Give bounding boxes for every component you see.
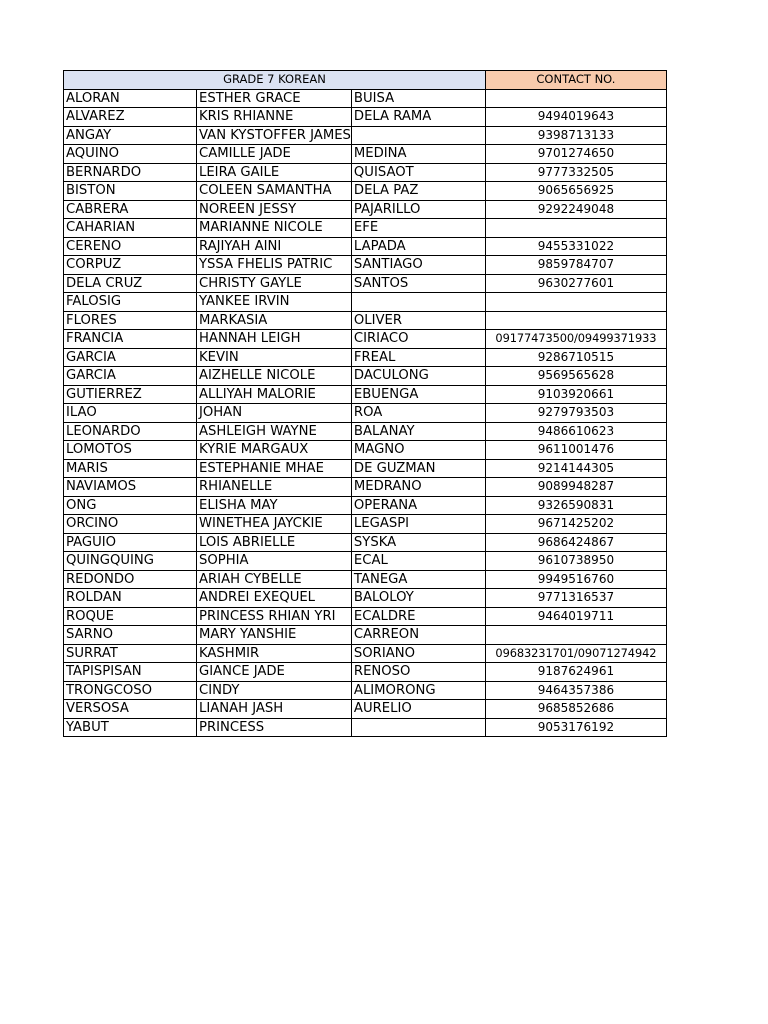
table-row	[64, 496, 667, 515]
table-row	[64, 348, 667, 367]
table-row	[64, 570, 667, 589]
contact-number-cell: 09683231701/09071274942	[485, 644, 666, 663]
contact-number-cell: 9494019643	[485, 108, 666, 127]
middle-name-cell: AURELIO	[351, 700, 485, 719]
middle-name-cell: OPERANA	[351, 496, 485, 515]
first-name-cell: RHIANELLE	[197, 478, 352, 497]
contact-number-cell: 9859784707	[485, 256, 666, 275]
middle-name-cell: ECAL	[351, 552, 485, 571]
last-name-cell: FALOSIG	[64, 293, 197, 312]
middle-name-cell: QUISAOT	[351, 163, 485, 182]
middle-name-cell: RENOSO	[351, 663, 485, 682]
last-name-cell: LEONARDO	[64, 422, 197, 441]
first-name-cell: LEIRA GAILE	[197, 163, 352, 182]
last-name-cell: GARCIA	[64, 348, 197, 367]
middle-name-cell: SYSKA	[351, 533, 485, 552]
last-name-cell: BERNARDO	[64, 163, 197, 182]
middle-name-cell: EFE	[351, 219, 485, 238]
middle-name-cell	[351, 718, 485, 737]
table-row	[64, 589, 667, 608]
contact-number-cell	[485, 626, 666, 645]
first-name-cell: CHRISTY GAYLE	[197, 274, 352, 293]
first-name-cell: ESTEPHANIE MHAE	[197, 459, 352, 478]
table-row	[64, 700, 667, 719]
contact-number-cell: 9279793503	[485, 404, 666, 423]
table-row	[64, 237, 667, 256]
last-name-cell: CERENO	[64, 237, 197, 256]
last-name-cell: YABUT	[64, 718, 197, 737]
first-name-cell: LOIS ABRIELLE	[197, 533, 352, 552]
first-name-cell: MARKASIA	[197, 311, 352, 330]
last-name-cell: CORPUZ	[64, 256, 197, 275]
last-name-cell: REDONDO	[64, 570, 197, 589]
contact-number-cell: 9103920661	[485, 385, 666, 404]
table-row	[64, 293, 667, 312]
table-row	[64, 367, 667, 386]
contact-number-cell	[485, 311, 666, 330]
first-name-cell: KYRIE MARGAUX	[197, 441, 352, 460]
last-name-cell: DELA CRUZ	[64, 274, 197, 293]
table-row	[64, 330, 667, 349]
middle-name-cell: PAJARILLO	[351, 200, 485, 219]
last-name-cell: ONG	[64, 496, 197, 515]
table-row	[64, 256, 667, 275]
header-row	[64, 71, 667, 90]
table-row	[64, 311, 667, 330]
table-row	[64, 219, 667, 238]
contact-number-cell	[485, 219, 666, 238]
middle-name-cell: DELA RAMA	[351, 108, 485, 127]
first-name-cell: NOREEN JESSY	[197, 200, 352, 219]
contact-number-cell: 9685852686	[485, 700, 666, 719]
middle-name-cell: SANTOS	[351, 274, 485, 293]
first-name-cell: AIZHELLE NICOLE	[197, 367, 352, 386]
first-name-cell: HANNAH LEIGH	[197, 330, 352, 349]
first-name-cell: ELISHA MAY	[197, 496, 352, 515]
table-row	[64, 274, 667, 293]
middle-name-cell: MEDRANO	[351, 478, 485, 497]
table-row	[64, 552, 667, 571]
contact-number-cell: 9949516760	[485, 570, 666, 589]
middle-name-cell: CARREON	[351, 626, 485, 645]
table-row	[64, 145, 667, 164]
last-name-cell: TRONGCOSO	[64, 681, 197, 700]
last-name-cell: GARCIA	[64, 367, 197, 386]
last-name-cell: ALVAREZ	[64, 108, 197, 127]
last-name-cell: ROQUE	[64, 607, 197, 626]
last-name-cell: FRANCIA	[64, 330, 197, 349]
first-name-cell: ALLIYAH MALORIE	[197, 385, 352, 404]
first-name-cell: WINETHEA JAYCKIE	[197, 515, 352, 534]
last-name-cell: BISTON	[64, 182, 197, 201]
last-name-cell: ANGAY	[64, 126, 197, 145]
middle-name-cell: BALANAY	[351, 422, 485, 441]
first-name-cell: PRINCESS RHIAN YRI	[197, 607, 352, 626]
contact-number-cell: 9771316537	[485, 589, 666, 608]
middle-name-cell: MEDINA	[351, 145, 485, 164]
contact-number-cell: 9455331022	[485, 237, 666, 256]
middle-name-cell: EBUENGA	[351, 385, 485, 404]
first-name-cell: ANDREI EXEQUEL	[197, 589, 352, 608]
last-name-cell: MARIS	[64, 459, 197, 478]
last-name-cell: ORCINO	[64, 515, 197, 534]
first-name-cell: MARIANNE NICOLE	[197, 219, 352, 238]
first-name-cell: PRINCESS	[197, 718, 352, 737]
last-name-cell: SARNO	[64, 626, 197, 645]
contact-number-cell: 9398713133	[485, 126, 666, 145]
contact-number-cell: 9701274650	[485, 145, 666, 164]
middle-name-cell: DE GUZMAN	[351, 459, 485, 478]
middle-name-cell: LEGASPI	[351, 515, 485, 534]
contact-number-cell: 9777332505	[485, 163, 666, 182]
table-row	[64, 163, 667, 182]
first-name-cell: JOHAN	[197, 404, 352, 423]
first-name-cell: ARIAH CYBELLE	[197, 570, 352, 589]
class-title-header: GRADE 7 KOREAN	[64, 71, 486, 90]
last-name-cell: FLORES	[64, 311, 197, 330]
first-name-cell: ASHLEIGH WAYNE	[197, 422, 352, 441]
contact-number-cell: 9610738950	[485, 552, 666, 571]
contact-number-cell: 9464357386	[485, 681, 666, 700]
contact-number-cell: 9053176192	[485, 718, 666, 737]
last-name-cell: LOMOTOS	[64, 441, 197, 460]
first-name-cell: CINDY	[197, 681, 352, 700]
table-row	[64, 626, 667, 645]
last-name-cell: CABRERA	[64, 200, 197, 219]
table-row	[64, 108, 667, 127]
first-name-cell: CAMILLE JADE	[197, 145, 352, 164]
middle-name-cell: LAPADA	[351, 237, 485, 256]
table-row	[64, 126, 667, 145]
last-name-cell: PAGUIO	[64, 533, 197, 552]
contact-number-cell	[485, 293, 666, 312]
table-row	[64, 663, 667, 682]
contact-number-cell: 9089948287	[485, 478, 666, 497]
first-name-cell: LIANAH JASH	[197, 700, 352, 719]
last-name-cell: CAHARIAN	[64, 219, 197, 238]
last-name-cell: TAPISPISAN	[64, 663, 197, 682]
first-name-cell: SOPHIA	[197, 552, 352, 571]
contact-number-header: CONTACT NO.	[485, 71, 666, 90]
contact-number-cell: 9464019711	[485, 607, 666, 626]
first-name-cell: COLEEN SAMANTHA	[197, 182, 352, 201]
table-row	[64, 478, 667, 497]
middle-name-cell: BUISA	[351, 89, 485, 108]
middle-name-cell	[351, 293, 485, 312]
contact-number-cell: 9286710515	[485, 348, 666, 367]
middle-name-cell: FREAL	[351, 348, 485, 367]
table-row	[64, 441, 667, 460]
last-name-cell: VERSOSA	[64, 700, 197, 719]
last-name-cell: ROLDAN	[64, 589, 197, 608]
first-name-cell: MARY YANSHIE	[197, 626, 352, 645]
last-name-cell: SURRAT	[64, 644, 197, 663]
table-row	[64, 404, 667, 423]
table-body	[64, 71, 667, 737]
table-row	[64, 182, 667, 201]
middle-name-cell: CIRIACO	[351, 330, 485, 349]
first-name-cell: KRIS RHIANNE	[197, 108, 352, 127]
table-row	[64, 422, 667, 441]
last-name-cell: AQUINO	[64, 145, 197, 164]
contact-number-cell: 9065656925	[485, 182, 666, 201]
contact-number-cell: 9326590831	[485, 496, 666, 515]
middle-name-cell: ALIMORONG	[351, 681, 485, 700]
middle-name-cell: DELA PAZ	[351, 182, 485, 201]
middle-name-cell: DACULONG	[351, 367, 485, 386]
first-name-cell: YSSA FHELIS PATRIC	[197, 256, 352, 275]
contact-number-cell: 9569565628	[485, 367, 666, 386]
table-row	[64, 681, 667, 700]
table-row	[64, 644, 667, 663]
table-row	[64, 533, 667, 552]
table-row	[64, 459, 667, 478]
last-name-cell: NAVIAMOS	[64, 478, 197, 497]
middle-name-cell: ECALDRE	[351, 607, 485, 626]
first-name-cell: GIANCE JADE	[197, 663, 352, 682]
contact-number-cell: 9486610623	[485, 422, 666, 441]
contact-number-cell: 09177473500/09499371933	[485, 330, 666, 349]
contact-number-cell: 9630277601	[485, 274, 666, 293]
last-name-cell: QUINGQUING	[64, 552, 197, 571]
contact-number-cell	[485, 89, 666, 108]
table-row	[64, 515, 667, 534]
table-row	[64, 89, 667, 108]
first-name-cell: KEVIN	[197, 348, 352, 367]
middle-name-cell: OLIVER	[351, 311, 485, 330]
first-name-cell: YANKEE IRVIN	[197, 293, 352, 312]
table-row	[64, 607, 667, 626]
contact-number-cell: 9611001476	[485, 441, 666, 460]
first-name-cell: RAJIYAH AINI	[197, 237, 352, 256]
middle-name-cell: ROA	[351, 404, 485, 423]
middle-name-cell: SORIANO	[351, 644, 485, 663]
middle-name-cell: BALOLOY	[351, 589, 485, 608]
middle-name-cell: TANEGA	[351, 570, 485, 589]
contact-number-cell: 9686424867	[485, 533, 666, 552]
table-row	[64, 200, 667, 219]
first-name-cell: VAN KYSTOFFER JAMES	[197, 126, 352, 145]
table-row	[64, 385, 667, 404]
contact-number-cell: 9214144305	[485, 459, 666, 478]
contact-number-cell: 9292249048	[485, 200, 666, 219]
student-contact-table	[63, 70, 667, 737]
first-name-cell: KASHMIR	[197, 644, 352, 663]
table-row	[64, 718, 667, 737]
last-name-cell: GUTIERREZ	[64, 385, 197, 404]
last-name-cell: ILAO	[64, 404, 197, 423]
middle-name-cell: MAGNO	[351, 441, 485, 460]
first-name-cell: ESTHER GRACE	[197, 89, 352, 108]
contact-number-cell: 9671425202	[485, 515, 666, 534]
contact-number-cell: 9187624961	[485, 663, 666, 682]
last-name-cell: ALORAN	[64, 89, 197, 108]
middle-name-cell: SANTIAGO	[351, 256, 485, 275]
middle-name-cell	[351, 126, 485, 145]
